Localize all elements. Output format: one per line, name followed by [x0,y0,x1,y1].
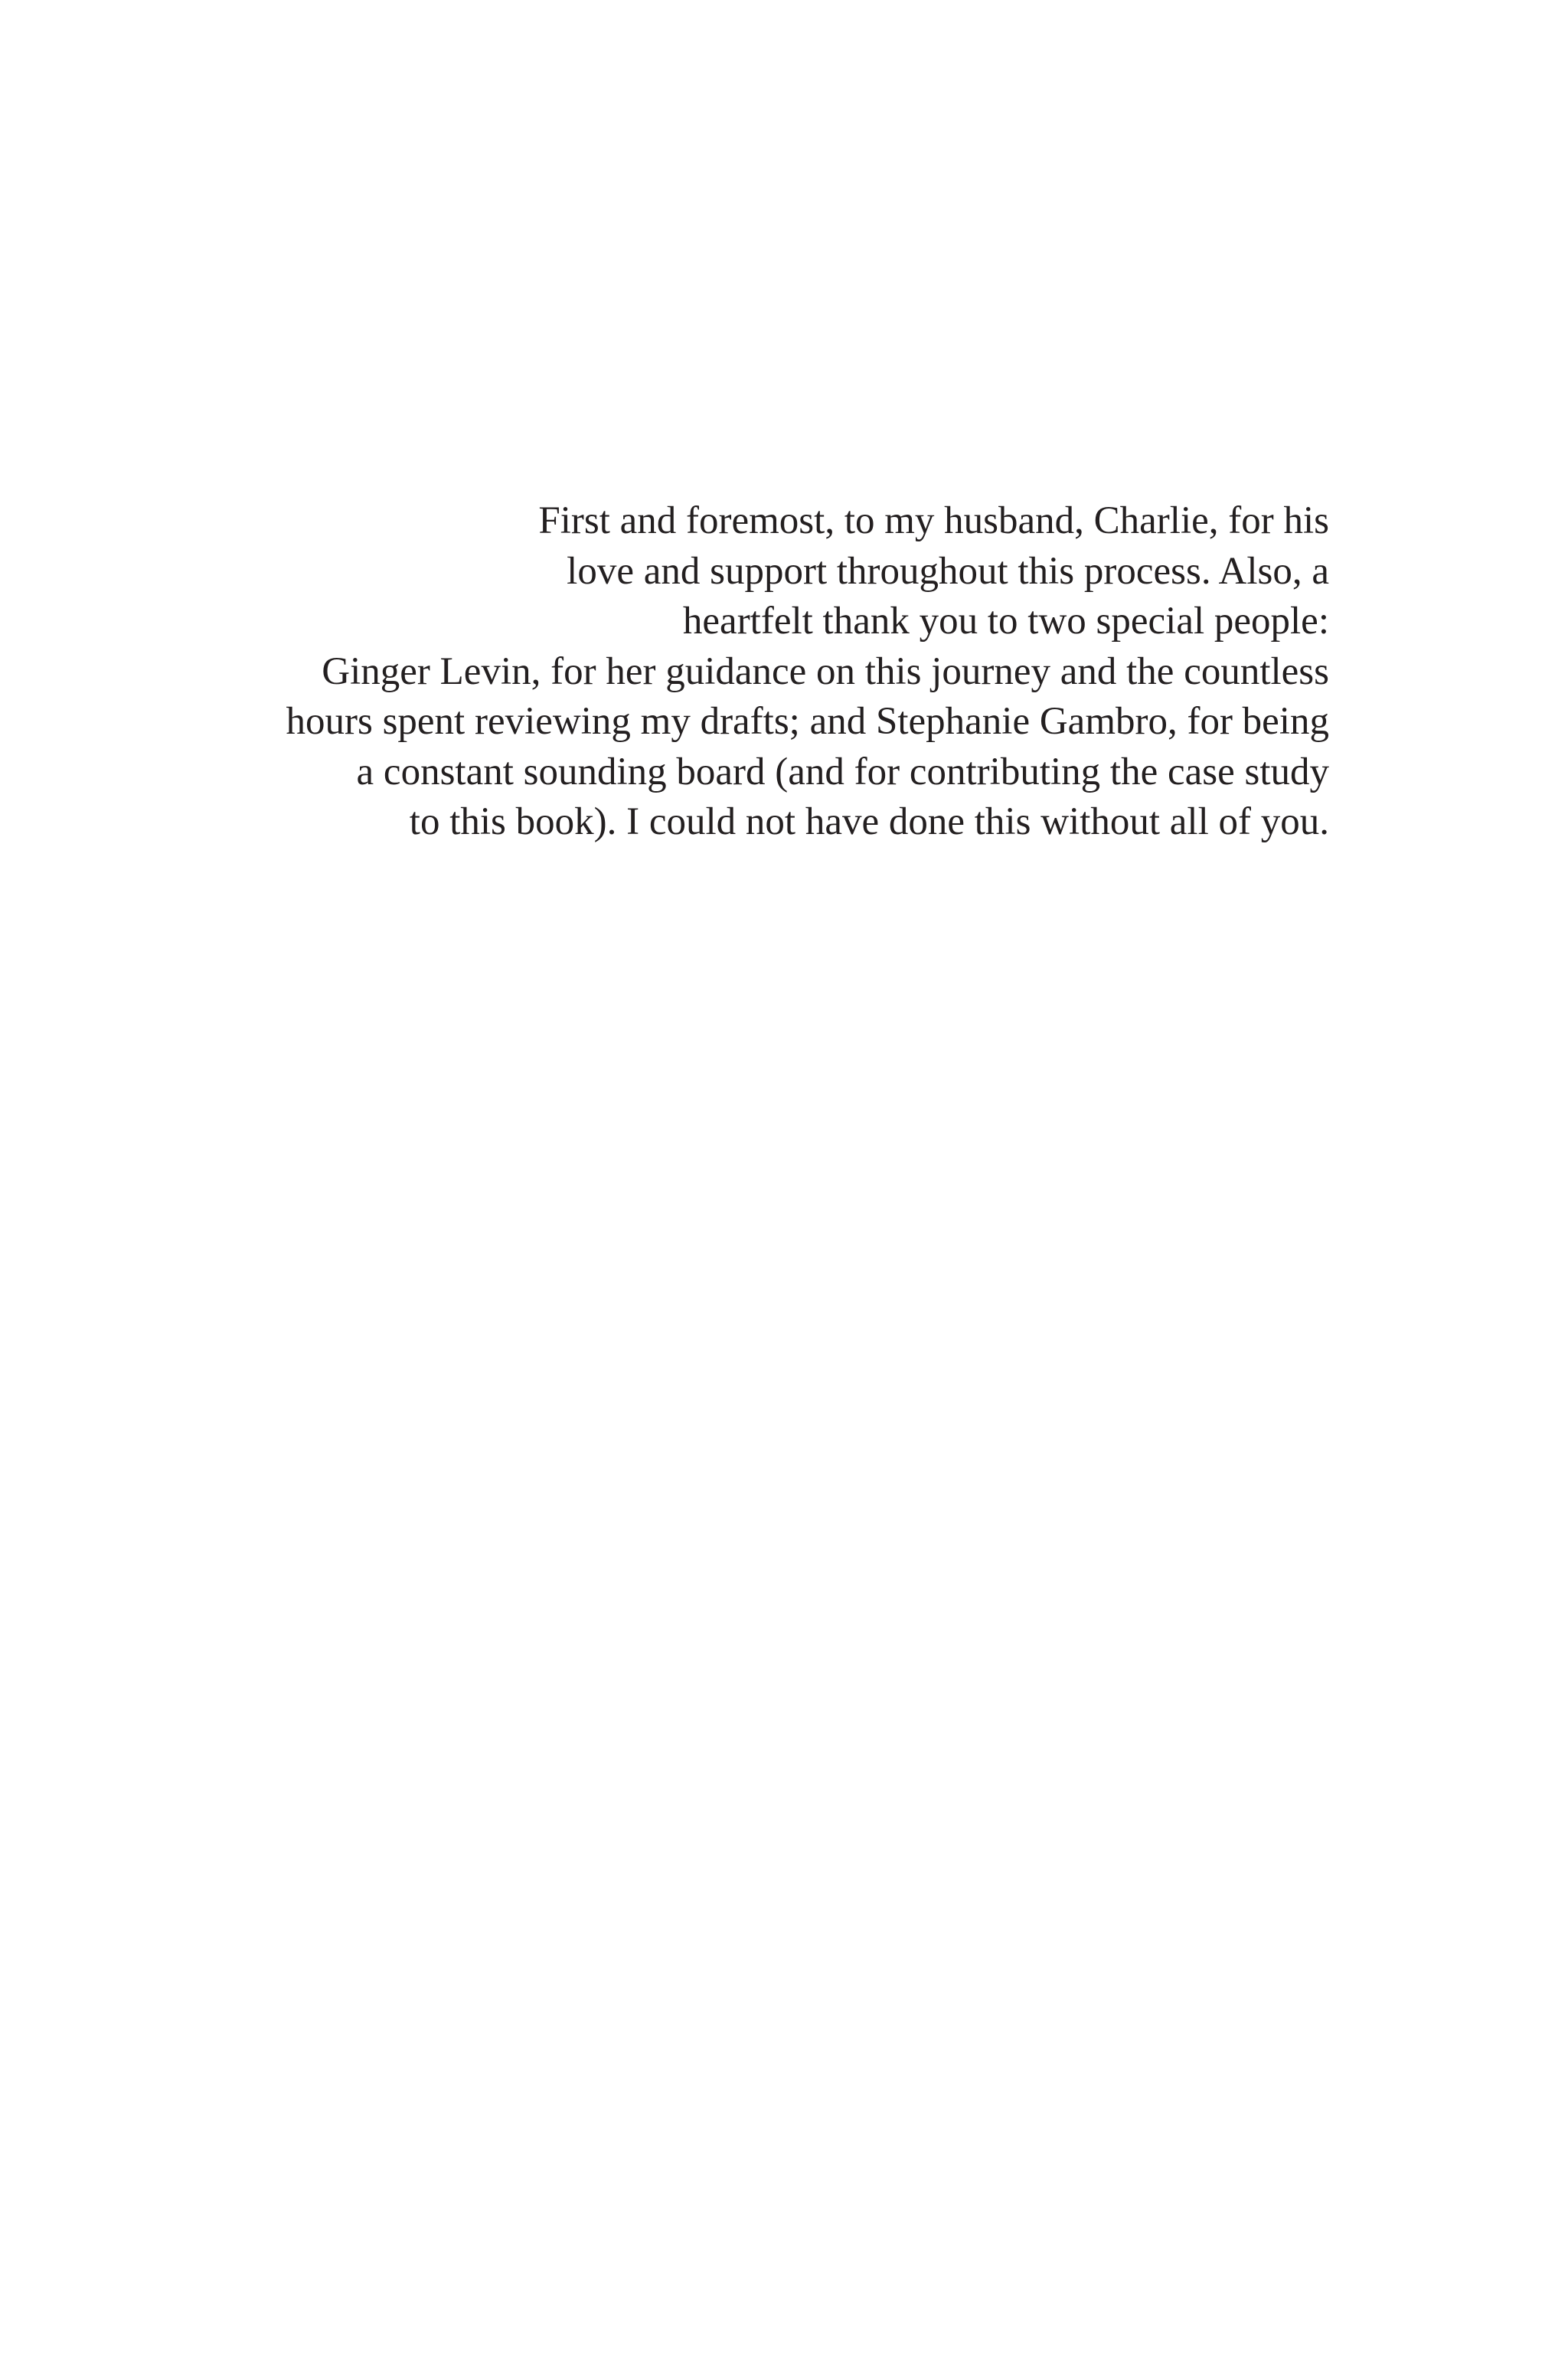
dedication-line: Ginger Levin, for her guidance on this journey and the countless [322,649,1329,693]
dedication-line: to this book). I could not have done this without all of you. [409,800,1329,843]
dedication-line: love and support throughout this process. Also, a [567,549,1329,593]
dedication-text [181,496,1329,848]
dedication-line: a constant sounding board (and for contributing the case study [356,750,1329,793]
dedication-line: hours spent reviewing my drafts; and Stephanie Gambro, for being [286,700,1329,743]
dedication-line: heartfelt thank you to two special people: [682,600,1329,643]
dedication-line: First and foremost, to my husband, Charlie, for his [538,499,1329,542]
